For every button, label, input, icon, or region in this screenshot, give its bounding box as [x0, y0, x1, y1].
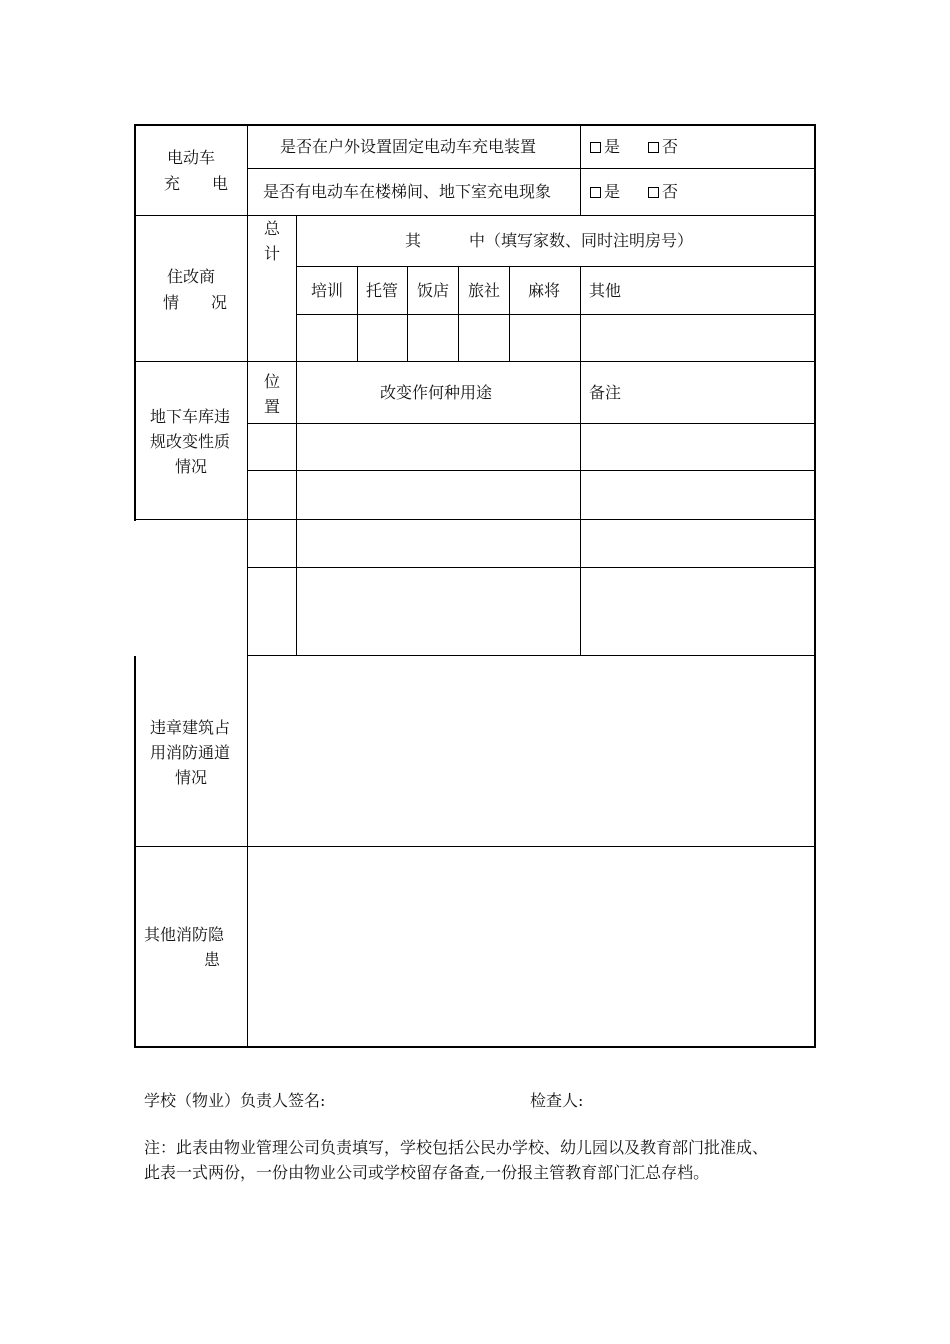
checkbox-icon [590, 142, 601, 153]
rc-category-mahjong: 麻将 [528, 281, 561, 300]
rc-total-line2: 计 [264, 244, 281, 263]
ev-q1-no-option[interactable]: 否 [648, 135, 678, 159]
rc-label-line2: 情 况 [163, 293, 228, 312]
ev-q2-no-option[interactable]: 否 [648, 180, 678, 204]
rc-col-5 [580, 266, 581, 362]
total-column-divider [296, 215, 297, 362]
section-divider-3 [247, 655, 814, 656]
inspector-label: 检查人: [530, 1091, 584, 1110]
rc-label-line1: 住改商 [167, 267, 216, 286]
rc-col-2 [407, 266, 408, 362]
garage-usage-header: 改变作何种用途 [380, 383, 493, 402]
checkbox-icon [648, 142, 659, 153]
section-divider-4 [135, 846, 815, 847]
ev-label-line2: 充 电 [164, 174, 229, 193]
garage-label-line2: 规改变性质 [150, 432, 231, 451]
rc-col-1 [357, 266, 358, 362]
section-divider-2 [135, 361, 815, 362]
table-border-top [135, 124, 816, 126]
ev-question-1: 是否在户外设置固定电动车充电装置 [280, 137, 537, 156]
checkbox-icon [648, 187, 659, 198]
table-border-right [814, 124, 816, 1048]
illegal-label-line2: 用消防通道 [150, 743, 231, 762]
garage-position-line2: 置 [264, 397, 281, 416]
label-column-divider [247, 125, 248, 1047]
note-line-1: 注：此表由物业管理公司负责填写，学校包括公民办学校、幼儿园以及教育部门批准成、 [144, 1138, 769, 1157]
table-border-left-upper [134, 124, 136, 521]
rc-category-other: 其他 [589, 281, 622, 300]
checkbox-icon [590, 187, 601, 198]
garage-remark-header: 备注 [589, 383, 622, 402]
rc-category-training: 培训 [311, 281, 344, 300]
note-line-2: 此表一式两份，一份由物业公司或学校留存备查,一份报主管教育部门汇总存档。 [144, 1163, 710, 1182]
other-hazards-label-line1: 其他消防隐 [144, 925, 225, 944]
ev-answer-divider [580, 125, 581, 216]
ev-question-2: 是否有电动车在楼梯间、地下室充电现象 [263, 182, 552, 201]
garage-position-line1: 位 [264, 372, 281, 391]
rc-header-divider [296, 266, 814, 267]
ev-q2-yes-option[interactable]: 是 [590, 180, 620, 204]
rc-category-restaurant: 饭店 [417, 281, 450, 300]
garage-remark-divider [580, 361, 581, 656]
garage-label-line1: 地下车库违 [150, 407, 231, 426]
table-border-bottom [134, 1046, 816, 1048]
other-hazards-label-line2: 患 [204, 950, 221, 969]
garage-position-divider [296, 361, 297, 656]
illegal-label-line1: 违章建筑占 [150, 718, 231, 737]
ev-row-divider [247, 168, 814, 169]
garage-row-3 [135, 519, 814, 520]
rc-of-which-header: 其 中（填写家数、同时注明房号） [405, 231, 694, 250]
illegal-label-line3: 情况 [175, 768, 208, 787]
garage-row-1 [247, 423, 814, 424]
rc-category-daycare: 托管 [366, 281, 399, 300]
school-signature-label: 学校（物业）负责人签名: [144, 1091, 326, 1110]
ev-label-line1: 电动车 [167, 148, 216, 167]
table-border-left-lower [134, 656, 136, 1048]
rc-col-4 [509, 266, 510, 362]
rc-col-3 [458, 266, 459, 362]
section-divider-1 [135, 215, 815, 216]
rc-category-divider [296, 314, 814, 315]
garage-row-4 [247, 567, 814, 568]
garage-label-line3: 情况 [175, 457, 208, 476]
ev-q1-yes-option[interactable]: 是 [590, 135, 620, 159]
rc-total-line1: 总 [264, 219, 281, 238]
garage-row-2 [247, 470, 814, 471]
rc-category-hostel: 旅社 [468, 281, 501, 300]
